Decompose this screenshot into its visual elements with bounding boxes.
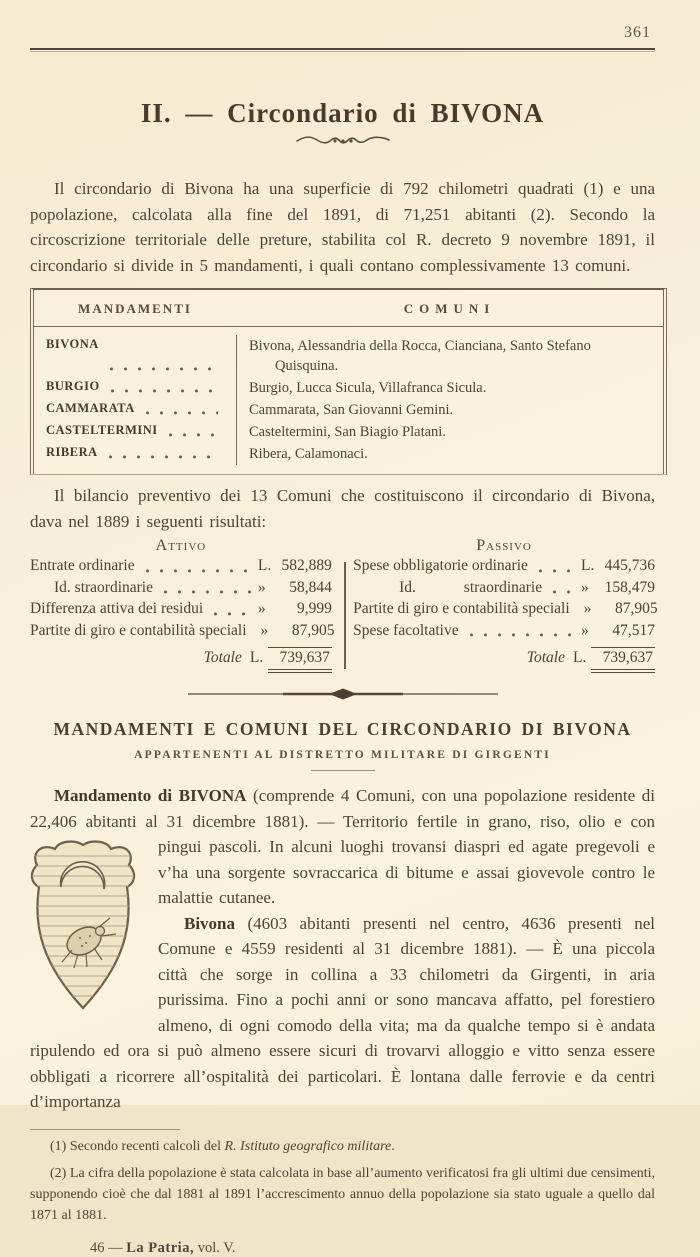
top-rule xyxy=(30,48,655,52)
bilancio-intro-paragraph: Il bilancio preventivo dei 13 Comuni che costituiscono il circondario di Bivona, dava nel 1889 i seguenti risultati: xyxy=(30,486,655,531)
attivo-total-row: Totale L. 739,637 xyxy=(30,647,332,673)
intro-paragraph: Il circondario di Bivona ha una superficie di 792 chilometri quadrati (1) e una popolazione, calcolata alla fine del 1891, di 71,251 abitanti (2). Secondo la circoscrizione territoriale delle preture, stabilita col R. decreto 9 novembre 1891, il circondario si divide in 5 mandamenti, i quali contano complessivamente 13 comuni. xyxy=(30,179,655,275)
passivo-total-row: Totale L. 739,637 xyxy=(353,647,655,673)
footnote-marker: (1) xyxy=(50,1138,67,1154)
footnote-separator-rule xyxy=(30,1129,180,1130)
mandamento-name: CAMMARATA xyxy=(46,401,135,415)
bivona-text: (4603 abitanti presenti nel centro, 4636 presenti nel Comune e 4559 residenti al 31 dicembre 1881). — È una piccola città che sorge in collina a 33 chilometri da Girgenti, in aria purissima. Fino a pochi anni or sono mancava affatto, pel forestiero almeno, di ogni comodo della vita; ma da qualche tempo si è andata ripulendo ed ora si può almeno essere sicuri di trovarvi alloggio e vitto senza essere obbligati a ricorrere all’ospitalità dei particolari. È lontana dalle ferrovie e da centri d’importanza xyxy=(30,913,655,1111)
mandamento-name: BIVONA xyxy=(46,337,99,351)
mandamento-paragraph xyxy=(30,783,655,911)
page-footer xyxy=(30,1240,655,1257)
budget-row: Partite di giro e contabilità speciali » 87,905 xyxy=(30,621,335,639)
footer-brand: La Patria, xyxy=(126,1239,195,1256)
footnote-italic: R. Istituto geografico militare xyxy=(224,1138,392,1154)
diamond-rule-icon xyxy=(188,688,498,700)
dot-leader xyxy=(109,364,218,373)
dot-leader xyxy=(163,587,254,596)
dot-leader xyxy=(145,408,218,417)
budget-row: Spese obbligatorie ordinarie L. 445,736 xyxy=(353,557,655,574)
comuni-list: Ribera, Calamonaci. xyxy=(249,446,368,462)
chapter-title: II. — Circondario di BIVONA xyxy=(140,98,545,128)
mandamento-name: BURGIO xyxy=(46,379,100,393)
section-subheading: APPARTENENTI AL DISTRETTO MILITARE DI GIRGENTI xyxy=(134,749,551,761)
mandamenti-comuni-table xyxy=(30,288,667,475)
table-row xyxy=(34,421,663,443)
dot-leader xyxy=(538,566,577,575)
squiggle-icon xyxy=(295,133,391,147)
comuni-list: Burgio, Lucca Sicula, Villafranca Sicula. xyxy=(249,380,487,396)
footnote-2: (2) La cifra della popolazione è stata calcolata in base all’aumento verificatosi fra gli ultimi due censimenti, supponendo cioè che dal 1881 al 1891 l’accrescimento annuo della popolazione sia stato uguale a quello dal 1871 al 1881. xyxy=(30,1165,655,1223)
dot-leader xyxy=(469,630,577,639)
bivona-bold: Bivona xyxy=(184,913,236,933)
budget-row: Id. straordinarie » 58,844 xyxy=(54,578,332,596)
dot-leader xyxy=(145,566,254,575)
budget-row: Partite di giro e contabilità speciali » 87,905 xyxy=(353,600,658,617)
comuni-list: Bivona, Alessandria della Rocca, Cianciana, Santo Stefano Quisquina. xyxy=(249,338,591,374)
footnote-1: (1) Secondo recenti calcoli del R. Istituto geografico militare. xyxy=(50,1138,395,1154)
dot-leader xyxy=(168,430,218,439)
table-row xyxy=(34,335,663,377)
table-row xyxy=(34,443,663,465)
comuni-list: Cammarata, San Giovanni Gemini. xyxy=(249,402,454,418)
title-flourish-ornament xyxy=(30,133,655,152)
table-header-row xyxy=(34,290,663,327)
table-body xyxy=(34,327,663,474)
budget-two-column-table xyxy=(30,537,658,673)
dot-leader xyxy=(552,587,577,596)
dot-leader xyxy=(213,609,254,618)
table-header-comuni: COMUNI xyxy=(403,301,496,316)
budget-row: Differenza attiva dei residui » 9,999 xyxy=(30,600,332,617)
mandamento-bivona-section xyxy=(30,783,655,1115)
attivo-title: Attivo xyxy=(155,537,207,554)
attivo-column xyxy=(30,537,335,673)
bivona-coat-of-arms xyxy=(24,838,142,1014)
passivo-title: Passivo xyxy=(476,537,532,554)
budget-row: Id. straordinarie » 158,479 xyxy=(399,578,655,596)
dot-leader xyxy=(108,452,218,461)
passivo-column xyxy=(353,537,658,673)
budget-row: Entrate ordinarie L. 582,889 xyxy=(30,557,332,574)
section-divider-ornament xyxy=(30,687,655,705)
mandamento-lead-bold: Mandamento di BIVONA xyxy=(54,786,247,805)
footer-volume: vol. V. xyxy=(194,1239,236,1256)
mandamento-wrap-text: con pingui pascoli. In alcuni luoghi trovansi diaspri ed agate pregevoli e v’ha una sorgente sovraccarica di bitume e assai giovevole contro le malattie cutanee. xyxy=(158,811,656,907)
mandamento-name: CASTELTERMINI xyxy=(46,423,158,437)
section-heading: MANDAMENTI E COMUNI DEL CIRCONDARIO DI BIVONA xyxy=(53,719,632,739)
footnote-marker: (2) xyxy=(50,1165,67,1181)
subheading-rule xyxy=(311,770,375,771)
table-header-mandamenti: MANDAMENTI xyxy=(78,301,192,316)
dot-leader xyxy=(110,386,218,395)
comuni-list: Casteltermini, San Biagio Platani. xyxy=(249,424,446,440)
table-row xyxy=(34,399,663,421)
budget-row: Spese facoltative » 47,517 xyxy=(353,621,655,639)
page-number: 361 xyxy=(624,24,651,41)
footer-number: 46 — xyxy=(90,1239,127,1256)
table-row xyxy=(34,377,663,399)
mandamento-name: RIBERA xyxy=(46,445,98,459)
mandamento-lead-text: (comprende 4 Comuni, con una popolazione residente di 22,406 abitanti al 31 dicembre 1881). — Territorio fertile in grano, riso, olio e xyxy=(30,786,655,831)
